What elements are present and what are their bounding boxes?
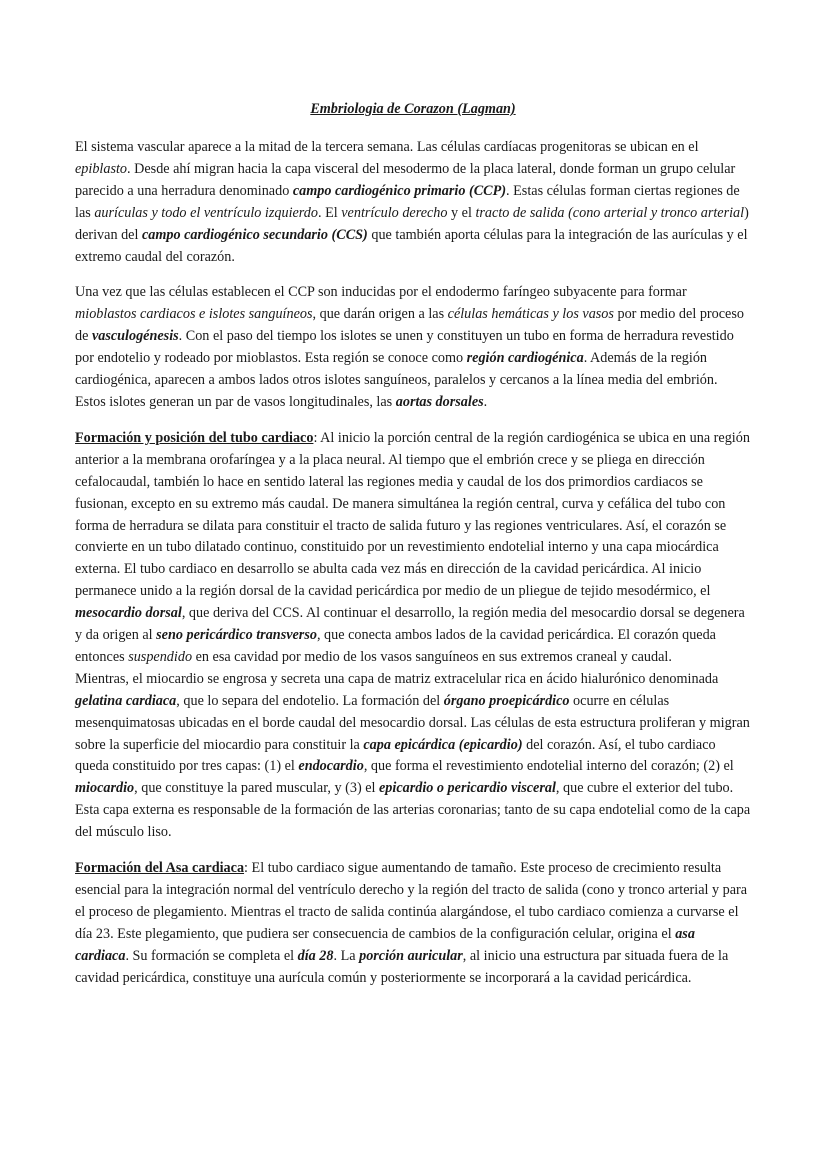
text-run: , al inicio una estructura par situada fuera de la cavidad pericárdica, constituye una aurícula común y posteriormente se incorporará a la cavidad pericárdica.: [75, 947, 729, 986]
text-run: que también aporta células para la integración de las aurículas y el extremo caudal del corazón.: [75, 226, 748, 265]
italic-term: ventrículo derecho: [341, 204, 448, 221]
text-run: : Al inicio la porción central de la región cardiogénica se ubica en una región anterior a la membrana orofaríngea y a la placa neural. Al tiempo que el embrión crece y se pliega en dirección cefalocaudal, también lo hace en sentido lateral las regiones media y caudal de los dos primordios cardiacos se fusionan, excepto en su extremo más caudal. De manera simultánea la región central, curva y cefálica del tubo con forma de herradura se dilata para constituir el tracto de salida futuro y las regiones ventriculares. Así, el corazón se convierte en un tubo dilatado continuo, constituido por un revestimiento endotelial interno y una capa miocárdica externa. El tubo cardiaco en desarrollo se abulta cada vez más en dirección de la cavidad pericárdica. Al inicio permanece unido a la región dorsal de la cavidad pericárdica por medio de un pliegue de tejido mesodérmico, el: [75, 429, 750, 600]
section-heading: Formación del Asa cardiaca: [75, 860, 245, 877]
text-run: , que lo separa del endotelio. La formación del: [176, 692, 444, 709]
text-run: .: [483, 393, 488, 410]
text-run: . Estas células forman ciertas regiones de las: [75, 182, 740, 221]
text-run: . Además de la región cardiogénica, aparecen a ambos lados otros islotes sanguíneos, paralelos y cercanos a la línea media del embrión. Estos islotes generan un par de vasos longitudinales, las: [75, 350, 718, 410]
bold-italic-term: vasculogénesis: [91, 328, 179, 345]
text-run: Una vez que las células establecen el CCP son inducidas por el endodermo faríngeo subyacente para formar: [75, 284, 687, 301]
bold-italic-term: día 28: [297, 947, 334, 964]
italic-term: células hemáticas y los vasos: [447, 306, 614, 323]
bold-italic-term: gelatina cardiaca: [75, 692, 177, 709]
text-run: El sistema vascular aparece a la mitad de la tercera semana. Las células cardíacas progenitoras se ubican en el: [75, 139, 699, 155]
text-run: , que conecta ambos lados de la cavidad pericárdica. El corazón queda entonces: [75, 627, 716, 665]
text-run: ) derivan del: [75, 204, 749, 243]
bold-italic-term: campo cardiogénico primario (CCP): [292, 182, 507, 199]
bold-italic-term: epicardio o pericardio visceral: [379, 780, 556, 797]
section-heading: Formación y posición del tubo cardiaco: [75, 429, 314, 446]
bold-italic-term: endocardio: [298, 758, 364, 775]
bold-italic-term: capa epicárdica (epicardio): [363, 736, 523, 753]
bold-italic-term: miocardio: [75, 780, 135, 797]
paragraph-capas: [75, 669, 751, 844]
bold-italic-term: aortas dorsales: [395, 393, 484, 410]
paragraph-tubo-cardiaco: [75, 428, 751, 669]
bold-italic-term: seno pericárdico transverso: [156, 627, 317, 644]
bold-italic-term: porción auricular: [359, 947, 463, 964]
text-run: . Con el paso del tiempo los islotes se unen y constituyen un tubo en forma de herradura revestido por endotelio y rodeado por mioblastos. Esta región se conoce como: [75, 328, 734, 367]
text-run: por medio del proceso de: [75, 306, 744, 345]
text-run: , que cubre el exterior del tubo. Esta capa externa es responsable de la formación de las arterias coronarias; tanto de su capa endotelial como de la capa del músculo liso.: [75, 780, 751, 841]
text-run: , que deriva del CCS. Al continuar el desarrollo, la región media del mesocardio dorsal se degenera y da origen al: [75, 605, 745, 644]
text-run: en esa cavidad por medio de los vasos sanguíneos en sus extremos craneal y caudal.: [192, 648, 672, 665]
italic-term: epiblasto: [75, 160, 128, 177]
italic-term: tracto de salida (cono arterial y tronco arterial: [475, 204, 745, 221]
text-run: y el: [447, 204, 476, 221]
paragraph-ccp: [75, 282, 751, 413]
text-run: del corazón. Así, el tubo cardiaco queda constituido por tres capas: (1) el: [75, 736, 716, 775]
bold-italic-term: órgano proepicárdico: [443, 692, 570, 709]
text-run: , que forma el revestimiento endotelial interno del corazón; (2) el: [363, 758, 734, 775]
text-run: , que darán origen a las: [312, 306, 448, 323]
text-run: . Su formación se completa el: [125, 947, 298, 964]
italic-term: aurículas y todo el ventrículo izquierdo: [94, 204, 318, 221]
text-run: , que constituye la pared muscular, y (3) el: [134, 780, 379, 797]
document-page: [75, 98, 751, 1004]
text-run: Mientras, el miocardio se engrosa y secreta una capa de matriz extracelular rica en ácido hialurónico denominada: [75, 670, 719, 687]
bold-italic-term: campo cardiogénico secundario (CCS): [141, 226, 368, 243]
paragraph-asa-cardiaca: [75, 858, 751, 989]
document-title: Embriologia de Corazon (Lagman): [310, 101, 516, 117]
italic-term: mioblastos cardiacos e islotes sanguíneos: [75, 306, 313, 323]
text-run: . La: [333, 947, 360, 964]
text-run: . El: [318, 204, 342, 221]
italic-term: suspendido: [128, 648, 193, 665]
bold-italic-term: mesocardio dorsal: [75, 605, 182, 622]
paragraph-intro: [75, 137, 751, 268]
text-run: ocurre en células mesenquimatosas ubicadas en el borde caudal del mesocardio dorsal. Las células de esta estructura proliferan y migran sobre la superficie del miocardio para constituir la: [75, 692, 750, 753]
bold-italic-term: asa cardiaca: [75, 925, 695, 964]
text-run: . Desde ahí migran hacia la capa visceral del mesodermo de la placa lateral, donde forman un grupo celular parecido a una herradura denominado: [75, 160, 736, 199]
bold-italic-term: región cardiogénica: [466, 350, 584, 367]
text-run: : El tubo cardiaco sigue aumentando de tamaño. Este proceso de crecimiento resulta esencial para la integración normal del ventrículo derecho y la región del tracto de salida (cono y tronco arterial y para el proceso de plegamiento. Mientras el tracto de salida continúa alargándose, el tubo cardiaco comienza a curvarse el día 23. Este plegamiento, que pudiera ser consecuencia de cambios de la configuración celular, origina el: [75, 860, 748, 942]
